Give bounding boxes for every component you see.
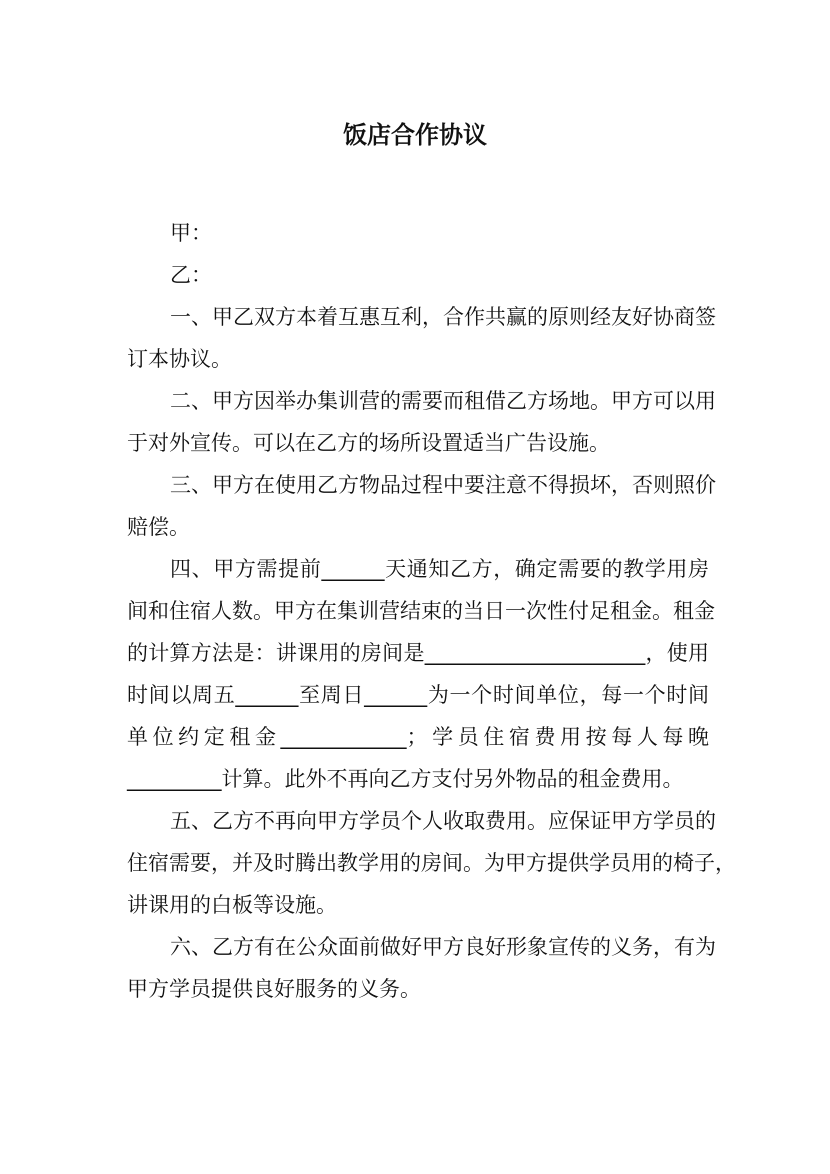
paragraph-line: 于对外宣传。可以在乙方的场所设置适当广告设施。 (127, 431, 610, 455)
paragraph-line: 乙： (170, 263, 212, 287)
paragraph-line: 甲： (170, 221, 212, 245)
paragraph-line: 单位约定租金____________；学员住宿费用按每人每晚 (127, 725, 709, 749)
paragraph (127, 548, 715, 800)
paragraph-line: 时间以周五______至周日______为一个时间单位，每一个时间 (127, 683, 709, 707)
paragraph (127, 296, 716, 380)
paragraph-line: 五、乙方不再向甲方学员个人收取费用。应保证甲方学员的 (170, 809, 716, 833)
paragraph-line: 四、甲方需提前______天通知乙方，确定需要的教学用房 (170, 557, 709, 581)
paragraph-line: 讲课用的白板等设施。 (127, 893, 337, 917)
paragraph (127, 380, 716, 464)
paragraph-line: 住宿需要，并及时腾出教学用的房间。为甲方提供学员用的椅子， (127, 851, 736, 875)
paragraph-line: 甲方学员提供良好服务的义务。 (127, 977, 421, 1001)
paragraph-line: 赔偿。 (127, 515, 190, 539)
document-title: 饭店合作协议 (343, 121, 487, 149)
document-body (127, 212, 736, 1010)
paragraph (127, 926, 716, 1010)
paragraph (127, 254, 709, 296)
paragraph-line: 间和住宿人数。甲方在集训营结束的当日一次性付足租金。租金 (127, 599, 715, 623)
paragraph-line: 订本协议。 (127, 347, 232, 371)
paragraph (127, 800, 736, 926)
paragraph (127, 212, 709, 254)
paragraph-line: 三、甲方在使用乙方物品过程中要注意不得损坏，否则照价 (170, 473, 716, 497)
paragraph-line: 六、乙方有在公众面前做好甲方良好形象宣传的义务，有为 (170, 935, 716, 959)
paragraph-line: 的计算方法是：讲课用的房间是_____________________，使用 (127, 641, 709, 665)
paragraph-line: 二、甲方因举办集训营的需要而租借乙方场地。甲方可以用 (170, 389, 716, 413)
paragraph-line: _________计算。此外不再向乙方支付另外物品的租金费用。 (127, 767, 684, 791)
paragraph-line: 一、甲乙双方本着互惠互利，合作共赢的原则经友好协商签 (170, 305, 716, 329)
paragraph (127, 464, 716, 548)
